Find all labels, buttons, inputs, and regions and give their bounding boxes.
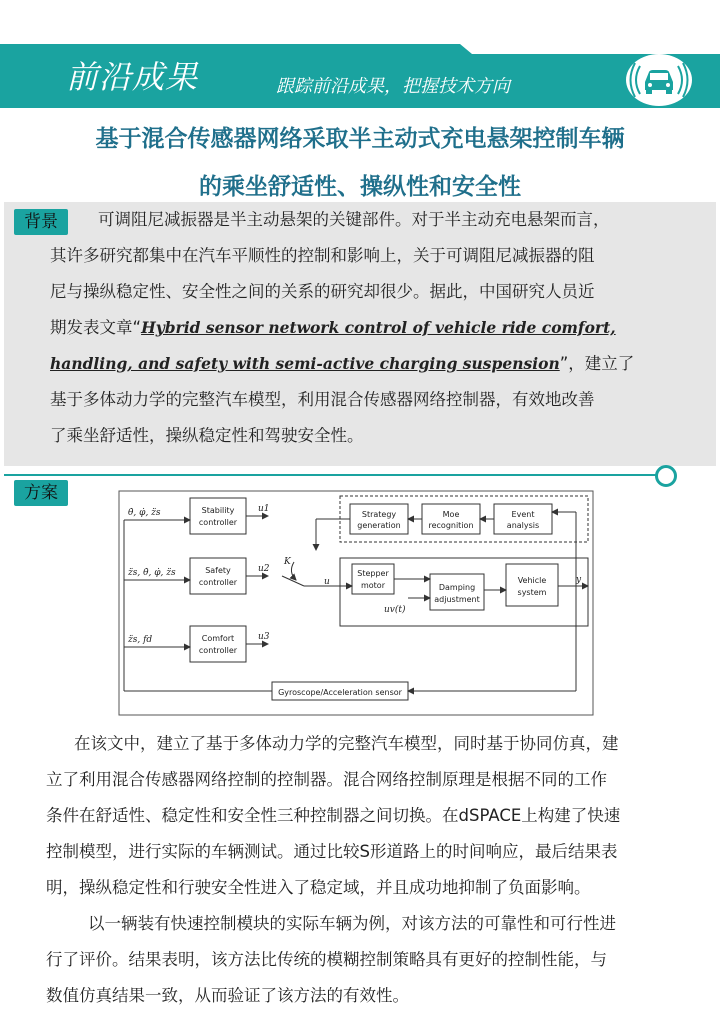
u-label: u (324, 577, 330, 587)
background-line (50, 346, 634, 382)
background-paragraph (50, 202, 634, 454)
divider-circle-icon (655, 465, 677, 487)
scheme-paragraph-2 (46, 906, 616, 1014)
input-3-label: z̈s, fd (128, 635, 153, 645)
control-block-diagram (118, 490, 594, 716)
section-subtitle: 跟踪前沿成果，把握技术方向 (276, 76, 510, 97)
scheme-line: 数值仿真结果一致，从而验证了该方法的有效性。 (46, 986, 409, 1005)
safety-label-1: Safety (205, 566, 231, 575)
comfort-label-1: Comfort (201, 634, 235, 643)
damping-adjustment-box (430, 574, 484, 610)
damping-label-1: Damping (438, 583, 476, 592)
paper-reference-title: Hybrid sensor network control of vehicle ride comfort, (141, 318, 616, 337)
header-banner (0, 44, 720, 108)
scheme-line: 立了利用混合传感器网络控制的控制器。混合网络控制原理是根据不同的工作 (46, 770, 607, 789)
scheme-line: 控制模型，进行实际的车辆测试。通过比较S形道路上的时间响应，最后结果表 (46, 842, 618, 861)
stability-label-2: controller (198, 518, 238, 527)
background-line: 其许多研究都集中在汽车平顺性的控制和影响上，关于可调阻尼减振器的阻 (50, 246, 595, 265)
background-tag: 背景 (14, 209, 68, 235)
safety-label-2: controller (198, 578, 238, 587)
article-title-line1: 基于混合传感器网络采取半主动式充电悬架控制车辆 (95, 126, 625, 152)
background-line: 了乘坐舒适性，操纵稳定性和驾驶安全性。 (50, 426, 364, 445)
scheme-line: 在该文中，建立了基于多体动力学的完整汽车模型，同时基于协同仿真，建 (74, 734, 619, 753)
u3-label: u3 (258, 632, 270, 642)
u1-label: u1 (258, 504, 270, 514)
section-title: 前沿成果 (66, 58, 199, 96)
car-icon (626, 54, 692, 106)
stability-controller-box (190, 498, 246, 534)
damping-label-2: adjustment (434, 595, 480, 604)
vehicle-label-1: Vehicle (517, 576, 547, 585)
input-1-label: θ̇, φ̇, z̈s (128, 508, 161, 518)
scheme-line: 以一辆装有快速控制模块的实际车辆为例，对该方法的可靠性和可行性进 (88, 914, 616, 933)
stability-label-1: Stability (201, 506, 235, 515)
scheme-tag: 方案 (14, 480, 68, 506)
article-title-line2: 的乘坐舒适性、操纵性和安全性 (199, 174, 521, 200)
gyroscope-label: Gyroscope/Acceleration sensor (278, 688, 402, 697)
comfort-label-2: controller (198, 646, 238, 655)
event-label-1: Event (511, 510, 535, 519)
background-line: 基于多体动力学的完整汽车模型，利用混合传感器网络控制器，有效地改善 (50, 390, 595, 409)
strategy-label-2: generation (357, 521, 401, 530)
stepper-label-1: Stepper (357, 569, 389, 578)
vehicle-label-2: system (517, 588, 547, 597)
y-output-label: y (576, 575, 582, 585)
strategy-label-1: Strategy (361, 510, 397, 519)
stepper-label-2: motor (360, 581, 386, 590)
uv-label: uv(t) (384, 605, 406, 615)
background-line: 可调阻尼减振器是半主动悬架的关键部件。对于半主动充电悬架而言， (98, 210, 610, 229)
comfort-controller-box (190, 626, 246, 662)
input-2-label: z̈s, θ̇, φ̇, z̈s (128, 568, 176, 578)
scheme-line: 明，操纵稳定性和行驶安全性进入了稳定域，并且成功地抑制了负面影响。 (46, 878, 591, 897)
paper-reference-title-cont: handling, and safety with semi-active charging suspension (50, 354, 560, 373)
moe-label-1: Moe (442, 510, 460, 519)
background-line: 尼与操纵稳定性、安全性之间的关系的研究却很少。据此，中国研究人员近 (50, 282, 595, 301)
switch-k-label: K (284, 557, 291, 567)
scheme-line: 条件在舒适性、稳定性和安全性三种控制器之间切换。在dSPACE上构建了快速 (46, 806, 621, 825)
safety-controller-box (190, 558, 246, 594)
background-line-suffix: ”，建立了 (559, 354, 635, 373)
vehicle-system-box (506, 564, 558, 606)
scheme-paragraph-1 (46, 726, 620, 906)
section-divider (4, 474, 656, 476)
scheme-line: 行了评价。结果表明，该方法比传统的模糊控制策略具有更好的控制性能，与 (46, 950, 607, 969)
moe-label-2: recognition (428, 521, 474, 530)
background-line-prefix: 期发表文章“ (50, 318, 142, 337)
event-label-2: analysis (506, 521, 540, 530)
background-line (50, 310, 634, 346)
u2-label: u2 (258, 564, 270, 574)
